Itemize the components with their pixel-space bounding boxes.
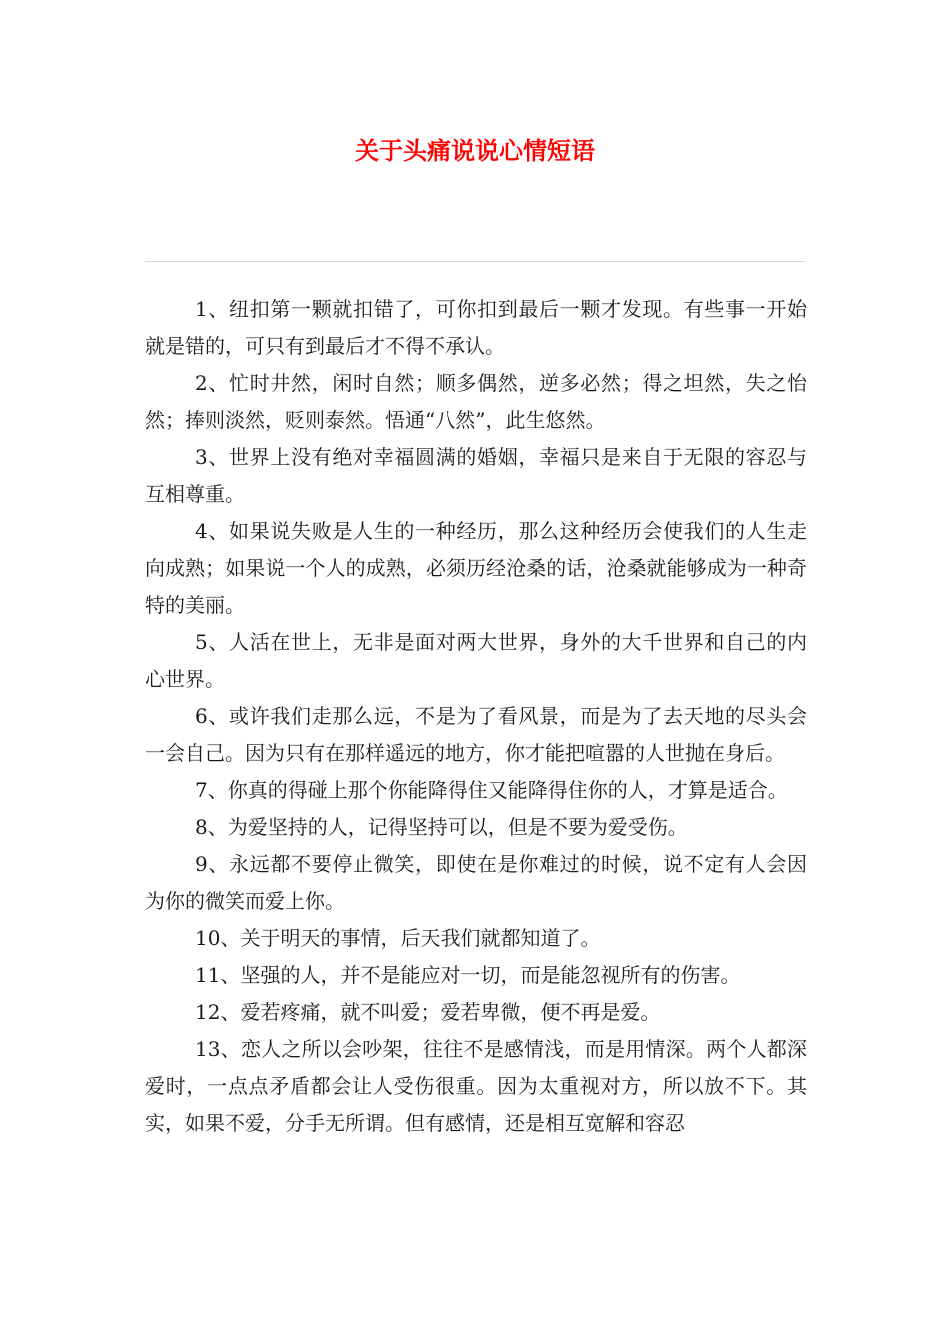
paragraph-2: 2、忙时井然，闲时自然；顺多偶然，逆多必然；得之坦然，失之怡然；捧则淡然，贬则泰然。悟通“八然”，此生悠然。	[145, 371, 807, 432]
paragraph-4: 4、如果说失败是人生的一种经历，那么这种经历会使我们的人生走向成熟；如果说一个人的成熟，必须历经沧桑的话，沧桑就能够成为一种奇特的美丽。	[145, 519, 807, 617]
paragraph-9: 9、永远都不要停止微笑，即使在是你难过的时候，说不定有人会因为你的微笑而爱上你。	[145, 852, 807, 913]
paragraph-13: 13、恋人之所以会吵架，往往不是感情浅，而是用情深。两个人都深爱时，一点点矛盾都会让人受伤很重。因为太重视对方，所以放不下。其实，如果不爱，分手无所谓。但有感情，还是相互宽解和容忍	[145, 1037, 807, 1135]
document-title: 关于头痛说说心情短语	[355, 137, 595, 165]
paragraph-3: 3、世界上没有绝对幸福圆满的婚姻，幸福只是来自于无限的容忍与互相尊重。	[145, 445, 807, 506]
paragraph-11: 11、坚强的人，并不是能应对一切，而是能忽视所有的伤害。	[195, 963, 741, 987]
paragraph-10: 10、关于明天的事情，后天我们就都知道了。	[195, 926, 601, 950]
paragraph-5: 5、人活在世上，无非是面对两大世界，身外的大千世界和自己的内心世界。	[145, 630, 807, 691]
title-divider	[145, 261, 805, 262]
paragraph-6: 6、或许我们走那么远，不是为了看风景，而是为了去天地的尽头会一会自己。因为只有在那样遥远的地方，你才能把喧嚣的人世抛在身后。	[145, 704, 807, 765]
document-body	[145, 291, 807, 1142]
paragraph-7: 7、你真的得碰上那个你能降得住又能降得住你的人，才算是适合。	[195, 778, 788, 802]
paragraph-8: 8、为爱坚持的人，记得坚持可以，但是不要为爱受伤。	[195, 815, 688, 839]
paragraph-12: 12、爱若疼痛，就不叫爱；爱若卑微，便不再是爱。	[195, 1000, 661, 1024]
paragraph-1: 1、纽扣第一颗就扣错了，可你扣到最后一颗才发现。有些事一开始就是错的，可只有到最后才不得不承认。	[145, 297, 807, 358]
